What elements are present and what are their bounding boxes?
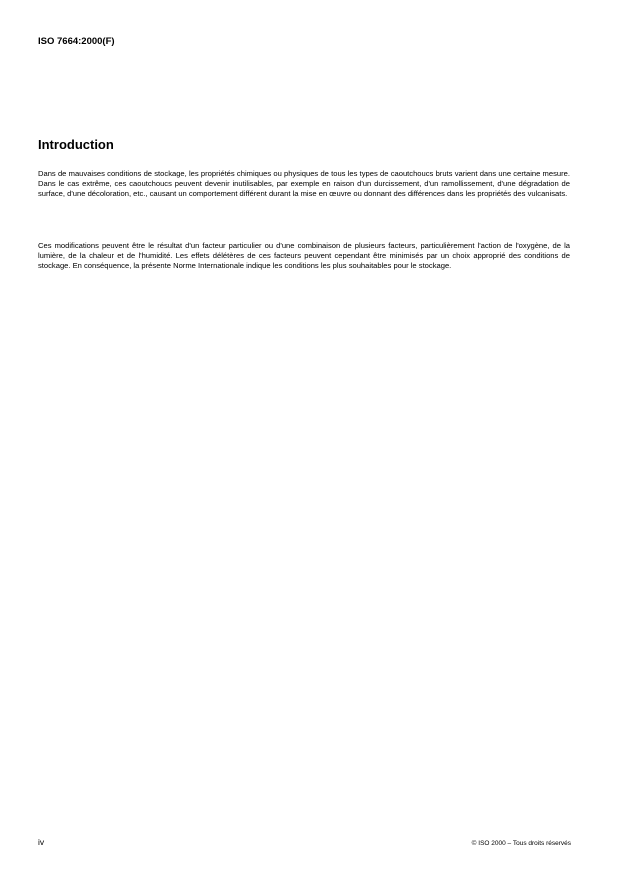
- document-id: ISO 7664:2000(F): [38, 36, 115, 47]
- page-number: iv: [38, 837, 45, 847]
- paragraph-1: Dans de mauvaises conditions de stockage, les propriétés chimiques ou physiques de tous les types de caoutchoucs bruts varient dans une certaine mesure. Dans le cas extrême, ces caoutchoucs peuvent devenir inutilisables, par exemple en raison d'un durcissement, d'un ramollissement, d'une dégradation de surface, d'une décoloration, etc., causant un comportement différent durant la mise en œuvre ou donnant des différences dans les propriétés des vulcanisats.: [38, 169, 570, 199]
- copyright-notice: © ISO 2000 – Tous droits réservés: [471, 840, 571, 847]
- paragraph-2: Ces modifications peuvent être le résultat d'un facteur particulier ou d'une combinaison de plusieurs facteurs, particulièrement l'action de l'oxygène, de la lumière, de la chaleur et de l'humidité. Les effets délétères de ces facteurs peuvent cependant être minimisés par un choix approprié des conditions de stockage. En conséquence, la présente Norme Internationale indique les conditions les plus souhaitables pour le stockage.: [38, 241, 570, 271]
- section-title: Introduction: [38, 137, 114, 152]
